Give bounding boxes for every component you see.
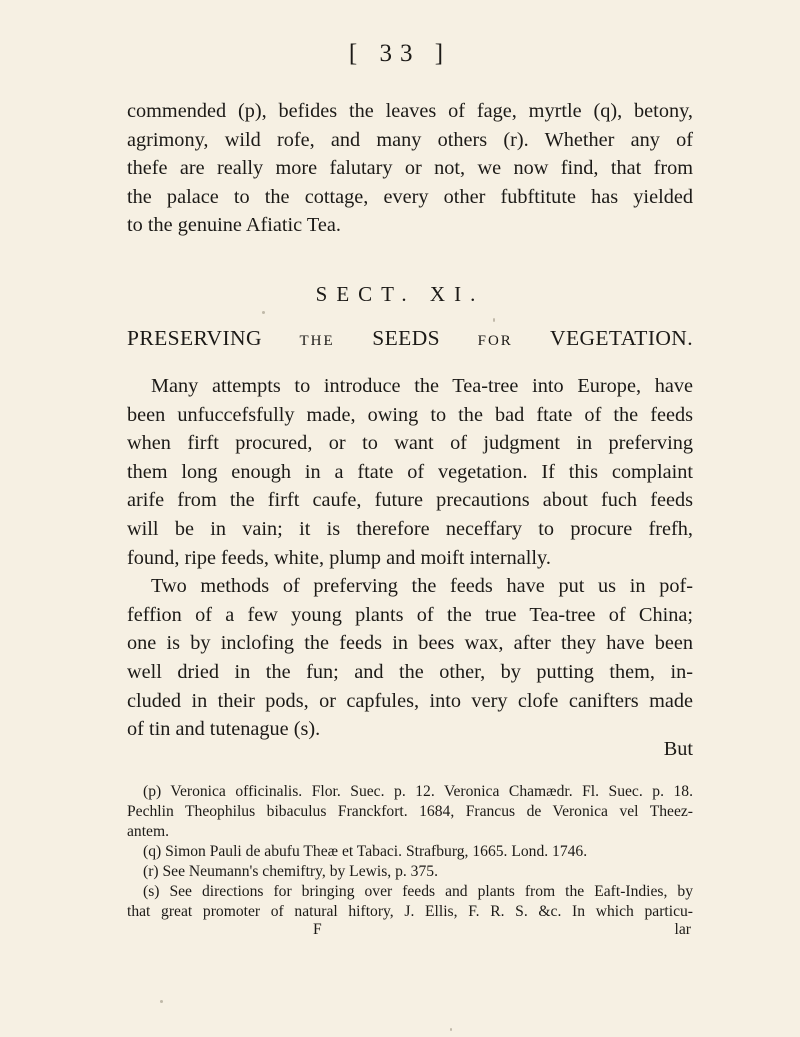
footnote-line: antem. [127,823,169,840]
text-line: Two methods of preferving the feeds have put us in pof- [151,575,693,598]
text-line: been unfuccefsfully made, owing to the bad ftate of the feeds [127,403,693,426]
section-title-word: VEGETATION. [550,326,694,350]
page-number: [ 33 ] [348,40,452,67]
text-line: when firft procured, or to want of judgment in preferving [127,432,693,455]
paper-speck [160,1000,163,1003]
text-line: of tin and tutenague (s). [127,718,321,741]
footnote-line: Pechlin Theophilus bibaculus Franckfort. 1684, Francus de Veronica vel Theez- [127,803,693,820]
footnote-line: (r) See Neumann's chemiftry, by Lewis, p. 375. [143,863,438,880]
footnote-line: (p) Veronica officinalis. Flor. Suec. p. 12. Veronica Chamædr. Fl. Suec. p. 18. [143,783,693,800]
paper-speck [493,318,495,322]
text-line: feffion of a few young plants of the true Tea-tree of China; [127,603,693,626]
signature-mark: F [313,921,322,938]
text-line: Many attempts to introduce the Tea-tree into Europe, have [151,375,693,397]
footnotes [127,782,693,940]
text-line: well dried in the fun; and the other, by putting them, in- [127,660,693,683]
footnote-line: (s) See directions for bringing over feeds and plants from the Eaft-Indies, by [143,883,693,900]
footnote-line: (q) Simon Pauli de abufu Theæ et Tabaci. Strafburg, 1665. Lond. 1746. [143,843,588,860]
paper-speck [262,311,265,314]
text-line: them long enough in a ftate of vegetation. If this complaint [127,460,693,483]
section-title-word: SEEDS [372,326,440,350]
section-heading: SECT. XI. [315,282,485,306]
text-line: commended (p), befides the leaves of fage, myrtle (q), betony, [127,100,693,122]
text-line: agrimony, wild rofe, and many others (r). Whether any of [127,128,693,151]
catchword: But [663,738,693,760]
section-title-word: FOR [477,333,513,349]
section-title-word: THE [299,333,335,349]
text-line: thefe are really more falutary or not, we now find, that from [127,157,693,180]
text-line: to the genuine Afiatic Tea. [127,214,341,237]
text-line: found, ripe feeds, white, plump and moift internally. [127,546,551,569]
text-line: will be in vain; it is therefore neceffary to procure frefh, [127,517,693,540]
section-title-word: PRESERVING [127,326,262,350]
footnote-line: that great promoter of natural hiftory, J. Ellis, F. R. S. &c. In which particu- [127,903,693,920]
footnote-catchword: lar [674,921,691,938]
signature-row [127,922,693,940]
opening-paragraph [127,97,693,240]
text-line: the palace to the cottage, every other fubftitute has yielded [127,185,693,208]
section-title [127,326,693,351]
paper-speck [450,1028,452,1031]
text-line: one is by inclofing the feeds in bees wax, after they have been [127,632,693,655]
body-paragraph [127,372,693,744]
text-line: arife from the firft caufe, future precautions about fuch feeds [127,489,693,512]
text-line: cluded in their pods, or capfules, into very clofe canifters made [127,689,693,712]
